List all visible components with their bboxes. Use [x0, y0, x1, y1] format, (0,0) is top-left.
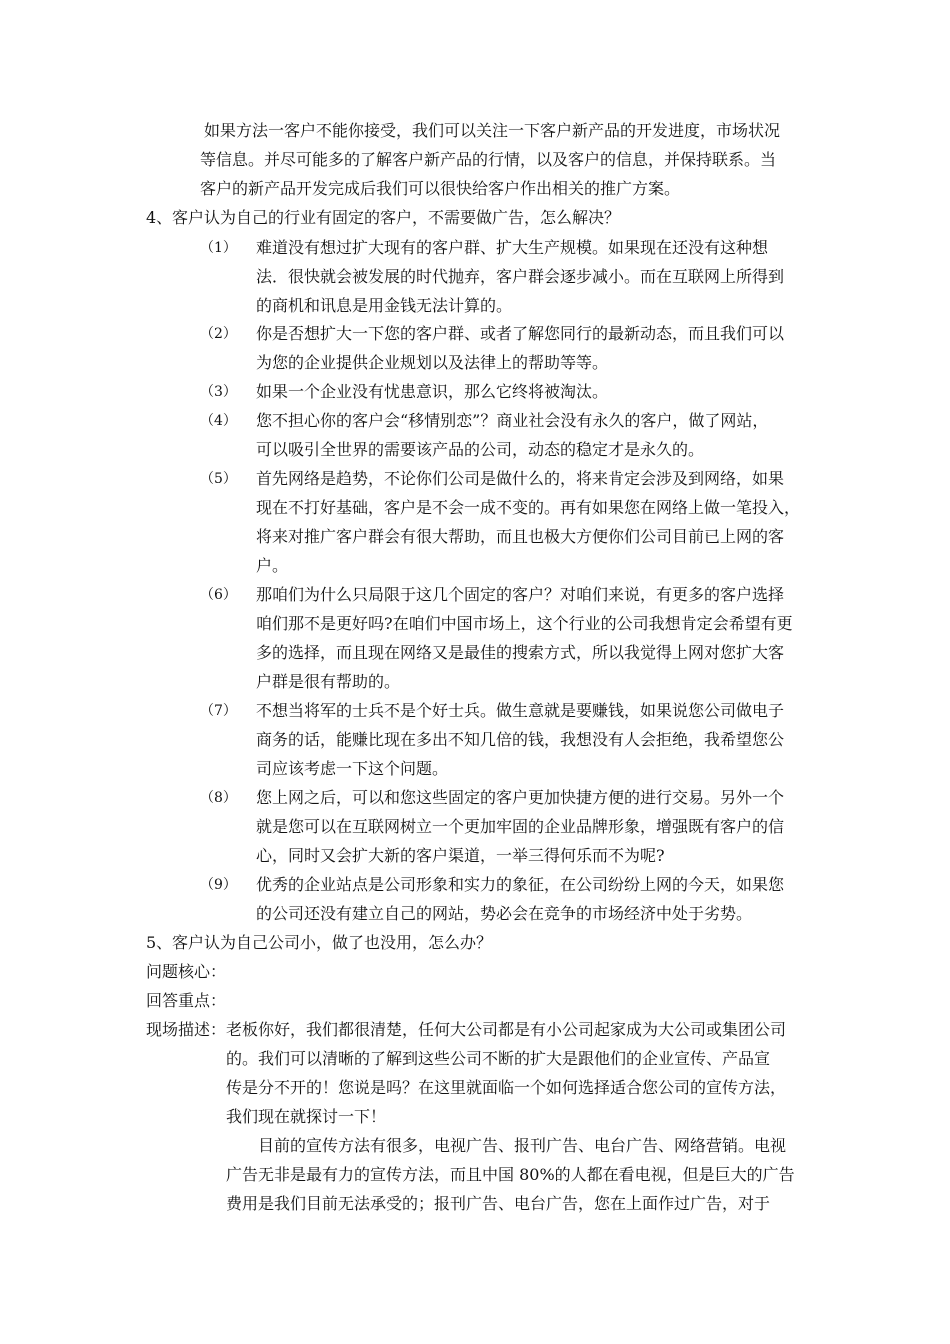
- intro-line-2: 等信息。并尽可能多的了解客户新产品的行情，以及客户的信息，并保持联系。当: [200, 150, 777, 169]
- intro-line-1: 如果方法一客户不能你接受，我们可以关注一下客户新产品的开发进度，市场状况: [204, 121, 781, 140]
- q4-item-9-line-2: 的公司还没有建立自己的网站，势必会在竞争的市场经济中处于劣势。: [256, 904, 753, 923]
- q4-title: 客户认为自己的行业有固定的客户，不需要做广告，怎么解决？: [172, 208, 621, 227]
- q4-item-2-number: （2）: [200, 326, 237, 342]
- q4-item-4-line-2: 可以吸引全世界的需要该产品的公司，动态的稳定才是永久的。: [256, 440, 705, 459]
- q4-item-2-line-1: 你是否想扩大一下您的客户群、或者了解您同行的最新动态，而且我们可以: [256, 324, 785, 343]
- q5-scene-label: 现场描述：: [146, 1020, 227, 1039]
- q4-item-6-line-4: 户群是很有帮助的。: [256, 672, 401, 691]
- q5-scene-line-7: 费用是我们目前无法承受的；报刊广告、电台广告，您在上面作过广告，对于: [226, 1194, 771, 1213]
- q4-item-8-line-3: 心，同时又会扩大新的客户渠道，一举三得何乐而不为呢?: [256, 846, 665, 865]
- q4-item-3-number: （3）: [200, 384, 237, 400]
- q4-item-7-line-2: 商务的话，能赚比现在多出不知几倍的钱，我想没有人会拒绝，我希望您公: [256, 730, 785, 749]
- q4-item-1-line-2: 法．很快就会被发展的时代抛弃，客户群会逐步减小。而在互联网上所得到: [256, 267, 785, 286]
- q4-item-1-number: （1）: [200, 240, 237, 256]
- q4-item-1-line-1: 难道没有想过扩大现有的客户群、扩大生产规模。如果现在还没有这种想: [256, 238, 769, 257]
- q4-item-6-line-1: 那咱们为什么只局限于这几个固定的客户？对咱们来说，有更多的客户选择: [256, 585, 785, 604]
- q5-key-label: 回答重点：: [146, 991, 227, 1010]
- q4-item-4-line-1: 您不担心你的客户会“移情别恋”？商业社会没有永久的客户，做了网站，: [256, 411, 769, 430]
- intro-line-3: 客户的新产品开发完成后我们可以很快给客户作出相关的推广方案。: [200, 179, 681, 198]
- q4-item-8-number: （8）: [200, 790, 237, 806]
- q4-item-5-line-1: 首先网络是趋势，不论你们公司是做什么的，将来肯定会涉及到网络，如果: [256, 469, 785, 488]
- q4-item-8-line-2: 就是您可以在互联网树立一个更加牢固的企业品牌形象，增强既有客户的信: [256, 817, 785, 836]
- q4-item-7-number: （7）: [200, 703, 237, 719]
- q5-number: 5、: [146, 933, 173, 952]
- q4-item-1-line-3: 的商机和讯息是用金钱无法计算的。: [256, 296, 513, 315]
- q4-item-5-line-2: 现在不打好基础，客户是不会一成不变的。再有如果您在网络上做一笔投入，: [256, 498, 801, 517]
- q4-item-2-line-2: 为您的企业提供企业规划以及法律上的帮助等等。: [256, 353, 609, 372]
- q4-item-9-line-1: 优秀的企业站点是公司形象和实力的象征，在公司纷纷上网的今天，如果您: [256, 875, 785, 894]
- q5-scene-line-4: 我们现在就探讨一下！: [226, 1107, 387, 1126]
- q5-scene-line-1: 老板你好，我们都很清楚，任何大公司都是有小公司起家成为大公司或集团公司: [226, 1020, 787, 1039]
- q4-item-6-line-2: 咱们那不是更好吗?在咱们中国市场上，这个行业的公司我想肯定会希望有更: [256, 614, 793, 633]
- q4-item-4-number: （4）: [200, 413, 237, 429]
- q4-item-5-line-3: 将来对推广客户群会有很大帮助，而且也极大方便你们公司目前已上网的客: [256, 527, 785, 546]
- q4-item-6-line-3: 多的选择，而且现在网络又是最佳的搜索方式，所以我觉得上网对您扩大客: [256, 643, 785, 662]
- q4-item-7-line-3: 司应该考虑一下这个问题。: [256, 759, 449, 778]
- q4-item-5-line-4: 户。: [256, 556, 289, 575]
- q5-scene-line-3: 传是分不开的！您说是吗？在这里就面临一个如何选择适合您公司的宣传方法，: [226, 1078, 787, 1097]
- q5-title: 客户认为自己公司小，做了也没用，怎么办？: [172, 933, 493, 952]
- q5-scene-line-5: 目前的宣传方法有很多，电视广告、报刊广告、电台广告、网络营销。电视: [258, 1136, 787, 1155]
- q5-scene-line-2: 的。我们可以清晰的了解到这些公司不断的扩大是跟他们的企业宣传、产品宣: [226, 1049, 771, 1068]
- q4-item-7-line-1: 不想当将军的士兵不是个好士兵。做生意就是要赚钱，如果说您公司做电子: [256, 701, 785, 720]
- q5-core-label: 问题核心：: [146, 962, 227, 981]
- q4-item-9-number: （9）: [200, 877, 237, 893]
- q4-item-8-line-1: 您上网之后，可以和您这些固定的客户更加快捷方便的进行交易。另外一个: [256, 788, 785, 807]
- q4-item-5-number: （5）: [200, 471, 237, 487]
- q4-number: 4、: [146, 208, 173, 227]
- q4-item-6-number: （6）: [200, 587, 237, 603]
- q4-item-3-line-1: 如果一个企业没有忧患意识，那么它终将被淘汰。: [256, 382, 609, 401]
- q5-scene-line-6: 广告无非是最有力的宣传方法，而且中国 80%的人都在看电视，但是巨大的广告: [226, 1165, 795, 1184]
